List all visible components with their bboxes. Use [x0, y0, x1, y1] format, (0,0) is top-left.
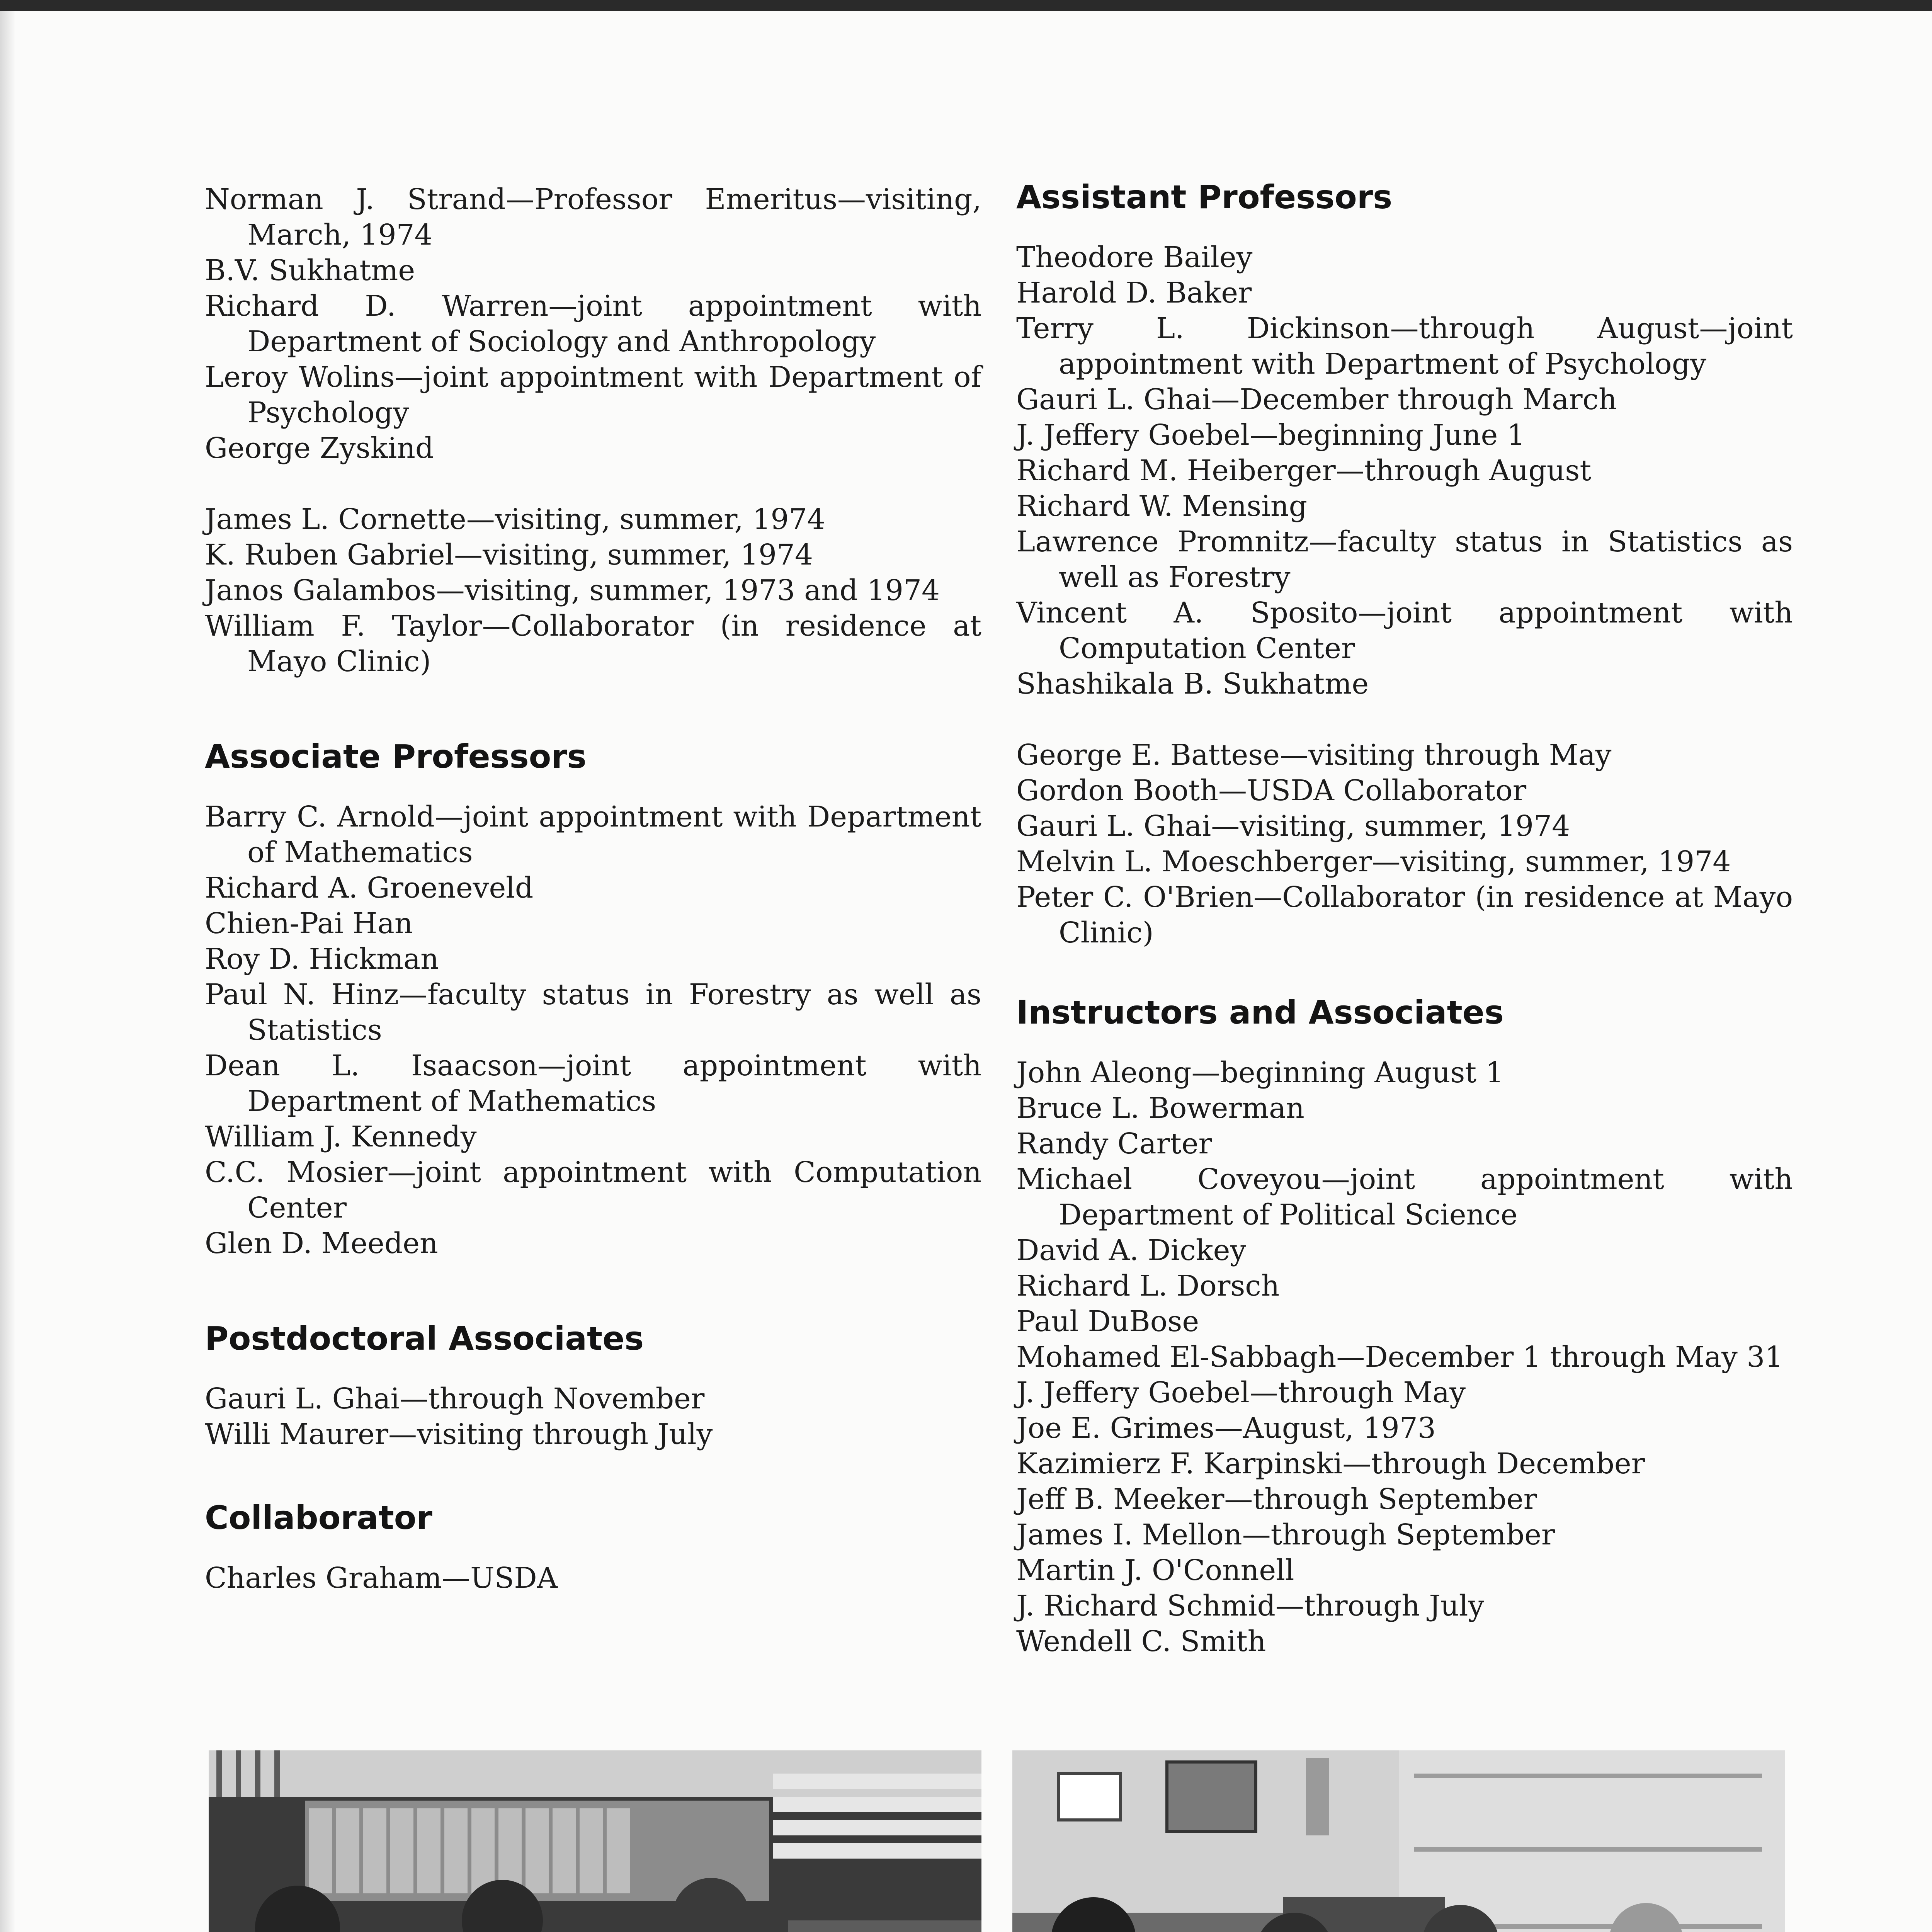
list-item: James L. Cornette—visiting, summer, 1974: [205, 503, 825, 536]
collaborator-section: [205, 1498, 981, 1596]
left-column: [205, 182, 981, 1596]
list-item: James I. Mellon—through September: [1016, 1518, 1555, 1551]
list-item: J. Richard Schmid—through July: [1016, 1589, 1485, 1622]
list-item: Vincent A. Sposito—joint appointment with Computation Center: [1016, 596, 1793, 665]
list-item: J. Jeffery Goebel—through May: [1016, 1376, 1466, 1409]
list-item: Richard M. Heiberger—through August: [1016, 454, 1592, 487]
list-item: William J. Kennedy: [205, 1120, 477, 1153]
list-item: Janos Galambos—visiting, summer, 1973 and 1974: [205, 574, 940, 607]
list-item: Joe E. Grimes—August, 1973: [1016, 1412, 1436, 1445]
assistant-professors-section: [1016, 178, 1793, 951]
list-item: Richard W. Mensing: [1016, 490, 1307, 523]
list-item: J. Jeffery Goebel—beginning June 1: [1016, 418, 1525, 452]
list-item: Bruce L. Bowerman: [1016, 1092, 1304, 1125]
list-item: Paul N. Hinz—faculty status in Forestry as well as Statistics: [205, 978, 981, 1047]
list-item: Richard D. Warren—joint appointment with Department of Sociology and Anthropology: [205, 289, 981, 358]
postdoctoral-associates-section: [205, 1319, 981, 1452]
assistant-professors-list: [1016, 240, 1793, 702]
top-edge-rule: [0, 0, 1932, 11]
associate-professors-section: [205, 737, 981, 1261]
list-item: Martin J. O'Connell: [1016, 1554, 1294, 1587]
list-item: Randy Carter: [1016, 1127, 1212, 1160]
list-item: Paul DuBose: [1016, 1305, 1199, 1338]
assistant-visiting-list: [1016, 737, 1793, 951]
list-item: David A. Dickey: [1016, 1234, 1247, 1267]
list-item: Glen D. Meeden: [205, 1227, 438, 1260]
right-column: [1016, 178, 1793, 1659]
list-item: Peter C. O'Brien—Collaborator (in residence at Mayo Clinic): [1016, 881, 1793, 949]
list-item: Dean L. Isaacson—joint appointment with Department of Mathematics: [205, 1049, 981, 1118]
list-item: Gauri L. Ghai—December through March: [1016, 383, 1617, 416]
list-item: Gordon Booth—USDA Collaborator: [1016, 774, 1527, 807]
list-item: Lawrence Promnitz—faculty status in Statistics as well as Forestry: [1016, 525, 1793, 594]
list-item: Gauri L. Ghai—through November: [205, 1382, 705, 1415]
list-item: Roy D. Hickman: [205, 942, 439, 976]
list-item: Leroy Wolins—joint appointment with Department of Psychology: [205, 361, 981, 429]
list-item: John Aleong—beginning August 1: [1016, 1056, 1504, 1089]
section-heading: Collaborator: [205, 1499, 432, 1537]
section-heading: Instructors and Associates: [1016, 993, 1504, 1031]
visiting-professors-list: [205, 502, 981, 679]
list-item: K. Ruben Gabriel—visiting, summer, 1974: [205, 538, 813, 571]
list-item: Harold D. Baker: [1016, 276, 1252, 310]
list-item: Richard L. Dorsch: [1016, 1269, 1280, 1303]
instructors-associates-section: [1016, 993, 1793, 1659]
binding-shadow: [0, 11, 15, 1932]
list-item: Mohamed El-Sabbagh—December 1 through May 31: [1016, 1340, 1783, 1374]
list-item: Terry L. Dickinson—through August—joint appointment with Department of Psychology: [1016, 312, 1793, 381]
list-item: Jeff B. Meeker—through September: [1016, 1483, 1537, 1516]
list-item: Norman J. Strand—Professor Emeritus—visiting, March, 1974: [205, 183, 981, 252]
list-item: Gauri L. Ghai—visiting, summer, 1974: [1016, 810, 1570, 843]
list-item: B.V. Sukhatme: [205, 254, 415, 287]
list-item: Theodore Bailey: [1016, 241, 1253, 274]
list-item: Richard A. Groeneveld: [205, 871, 534, 905]
section-heading: Assistant Professors: [1016, 178, 1393, 216]
list-item: Chien-Pai Han: [205, 907, 413, 940]
section-heading: Associate Professors: [205, 738, 587, 776]
list-item: Michael Coveyou—joint appointment with Department of Political Science: [1016, 1163, 1793, 1231]
list-item: Charles Graham—USDA: [205, 1561, 558, 1595]
list-item: Wendell C. Smith: [1016, 1625, 1266, 1658]
list-item: Shashikala B. Sukhatme: [1016, 667, 1369, 701]
list-item: Willi Maurer—visiting through July: [205, 1418, 713, 1451]
list-item: William F. Taylor—Collaborator (in residence at Mayo Clinic): [205, 609, 981, 678]
group-photo-left: [209, 1750, 981, 1932]
group-photo-right-image: [1012, 1750, 1785, 1932]
list-item: Melvin L. Moeschberger—visiting, summer, 1974: [1016, 845, 1731, 878]
list-item: Barry C. Arnold—joint appointment with Department of Mathematics: [205, 800, 981, 869]
section-heading: Postdoctoral Associates: [205, 1320, 644, 1357]
group-photo-right: [1012, 1750, 1785, 1932]
group-photo-left-image: [209, 1750, 981, 1932]
list-item: George Zyskind: [205, 432, 434, 465]
list-item: George E. Battese—visiting through May: [1016, 738, 1612, 772]
list-item: C.C. Mosier—joint appointment with Computation Center: [205, 1156, 981, 1225]
list-item: Kazimierz F. Karpinski—through December: [1016, 1447, 1645, 1480]
professors-continued-list: [205, 182, 981, 466]
